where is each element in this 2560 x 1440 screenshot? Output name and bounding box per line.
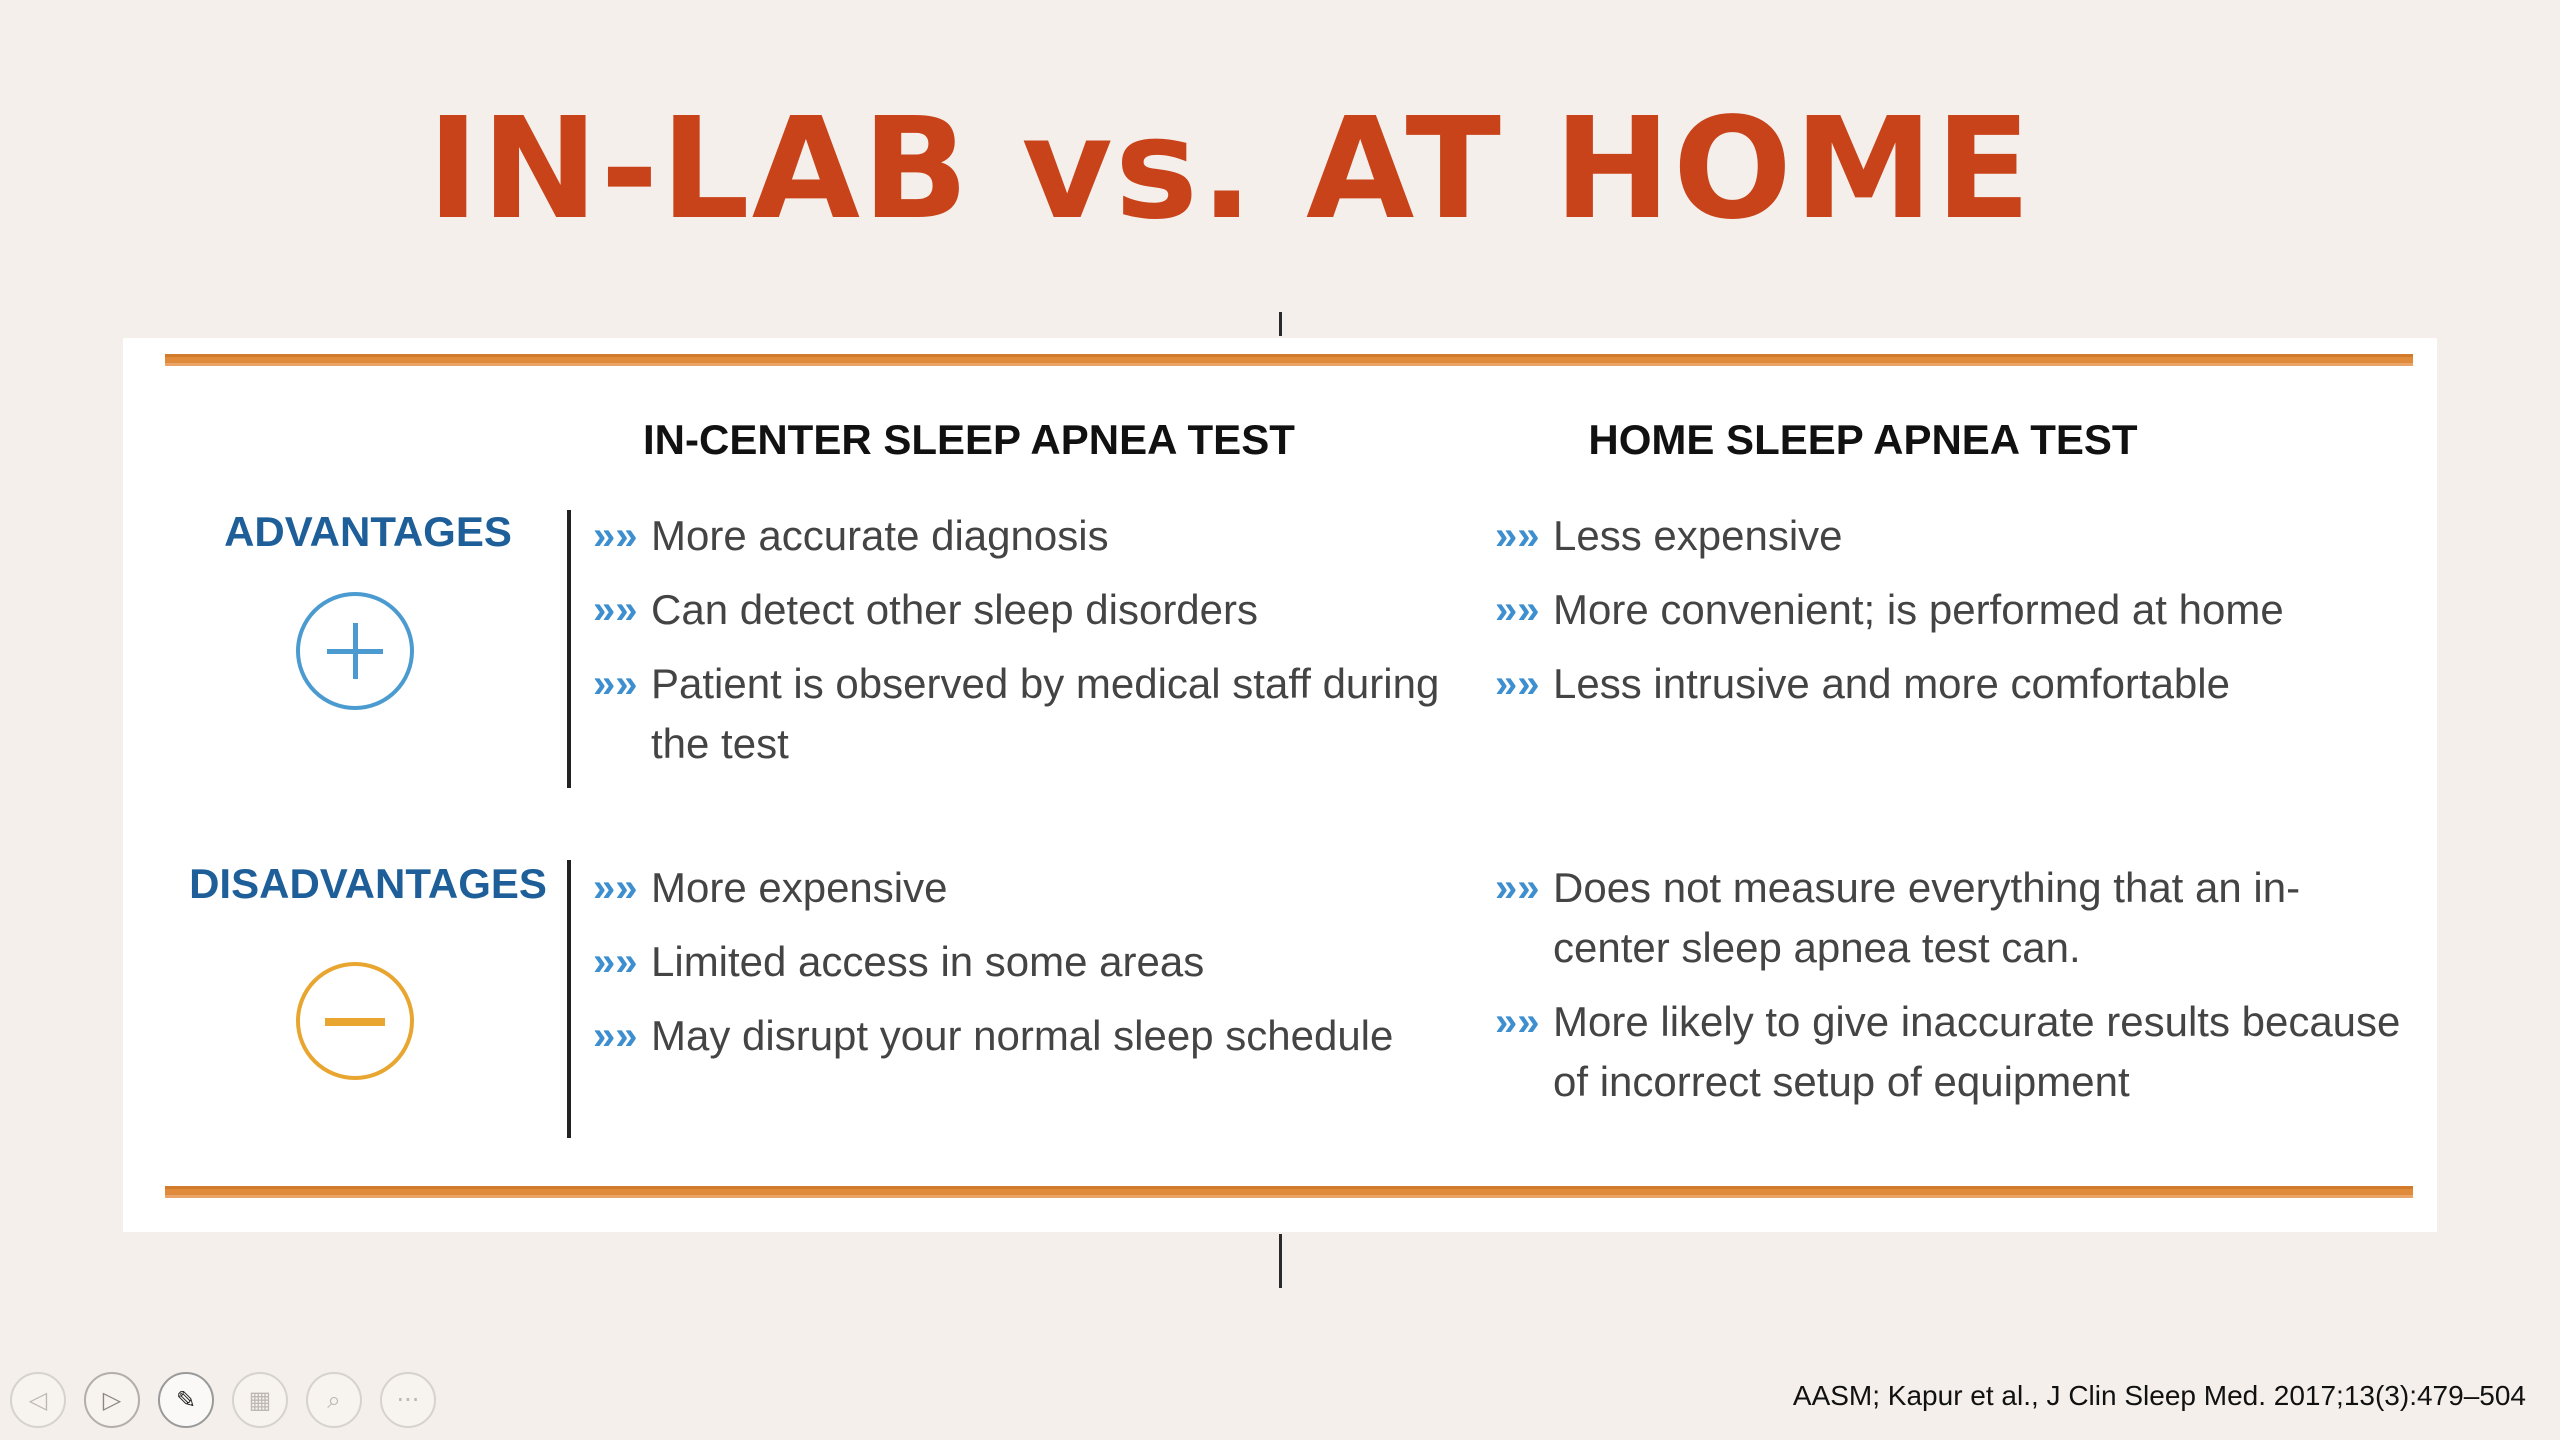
- next-slide-button[interactable]: [84, 1372, 140, 1428]
- bullet-text: Does not measure everything that an in-center sleep apnea test can.: [1553, 864, 2301, 971]
- chevron-bullet-icon: »»: [593, 662, 638, 706]
- bullet-item: [593, 1006, 1493, 1066]
- comparison-panel: [123, 338, 2437, 1232]
- bullet-item: [1495, 580, 2415, 640]
- next-icon: ▷: [102, 1386, 122, 1414]
- slide-title: IN-LAB vs. AT HOME: [427, 88, 2033, 251]
- bullet-item: [1495, 654, 2415, 714]
- advantages-label: ADVANTAGES: [224, 508, 512, 555]
- chevron-bullet-icon: »»: [1495, 866, 1540, 910]
- pen-icon: ✎: [175, 1386, 197, 1414]
- chevron-bullet-icon: »»: [593, 588, 638, 632]
- in-center-column-heading: IN-CENTER SLEEP APNEA TEST: [643, 416, 1295, 463]
- previous-icon: ◁: [28, 1386, 48, 1414]
- disadvantages-label: DISADVANTAGES: [189, 860, 547, 907]
- plus-circle-icon: [296, 592, 414, 710]
- chevron-bullet-icon: »»: [593, 1014, 638, 1058]
- bullet-text: Less intrusive and more comfortable: [1553, 660, 2230, 707]
- bullet-text: Can detect other sleep disorders: [651, 586, 1259, 633]
- presentation-toolbar: [10, 1370, 436, 1430]
- advantages-divider: [567, 510, 571, 788]
- disadvantages-divider: [567, 860, 571, 1138]
- bullet-text: May disrupt your normal sleep schedule: [651, 1012, 1394, 1059]
- zoom-button[interactable]: [306, 1372, 362, 1428]
- bullet-text: Less expensive: [1553, 512, 1843, 559]
- center-tick-bottom: [1279, 1234, 1282, 1288]
- grid-icon: ▦: [248, 1386, 272, 1414]
- chevron-bullet-icon: »»: [1495, 514, 1540, 558]
- slide-overview-button[interactable]: [232, 1372, 288, 1428]
- top-rule: [165, 354, 2413, 366]
- chevron-bullet-icon: »»: [1495, 662, 1540, 706]
- bullet-item: [593, 654, 1493, 774]
- citation: AASM; Kapur et al., J Clin Sleep Med. 2017;13(3):479–504: [1792, 1380, 2526, 1411]
- home-disadvantages-list: [1495, 858, 2415, 1126]
- center-tick-top: [1279, 312, 1282, 336]
- bullet-text: Limited access in some areas: [651, 938, 1205, 985]
- plus-vertical-stroke: [353, 623, 358, 679]
- more-options-button[interactable]: [380, 1372, 436, 1428]
- bullet-item: [1495, 992, 2415, 1112]
- home-column-heading: HOME SLEEP APNEA TEST: [1588, 416, 2138, 463]
- bullet-item: [593, 580, 1493, 640]
- home-advantages-list: [1495, 506, 2415, 728]
- bullet-item: [1495, 858, 2415, 978]
- bullet-item: [1495, 506, 2415, 566]
- bullet-text: Patient is observed by medical staff during the test: [651, 660, 1440, 767]
- bottom-rule: [165, 1186, 2413, 1198]
- magnifier-icon: ⌕: [327, 1386, 341, 1414]
- in-center-disadvantages-list: [593, 858, 1493, 1080]
- minus-circle-icon: [296, 962, 414, 1080]
- bullet-item: [593, 858, 1493, 918]
- in-center-advantages-list: [593, 506, 1493, 788]
- chevron-bullet-icon: »»: [593, 866, 638, 910]
- ellipsis-icon: ···: [396, 1386, 420, 1414]
- chevron-bullet-icon: »»: [593, 940, 638, 984]
- bullet-item: [593, 932, 1493, 992]
- chevron-bullet-icon: »»: [593, 514, 638, 558]
- previous-slide-button[interactable]: [10, 1372, 66, 1428]
- bullet-text: More convenient; is performed at home: [1553, 586, 2284, 633]
- bullet-text: More accurate diagnosis: [651, 512, 1109, 559]
- chevron-bullet-icon: »»: [1495, 588, 1540, 632]
- bullet-text: More expensive: [651, 864, 948, 911]
- bullet-item: [593, 506, 1493, 566]
- pen-tool-button[interactable]: [158, 1372, 214, 1428]
- chevron-bullet-icon: »»: [1495, 1000, 1540, 1044]
- minus-stroke: [325, 1018, 385, 1026]
- bullet-text: More likely to give inaccurate results because of incorrect setup of equipment: [1553, 998, 2401, 1105]
